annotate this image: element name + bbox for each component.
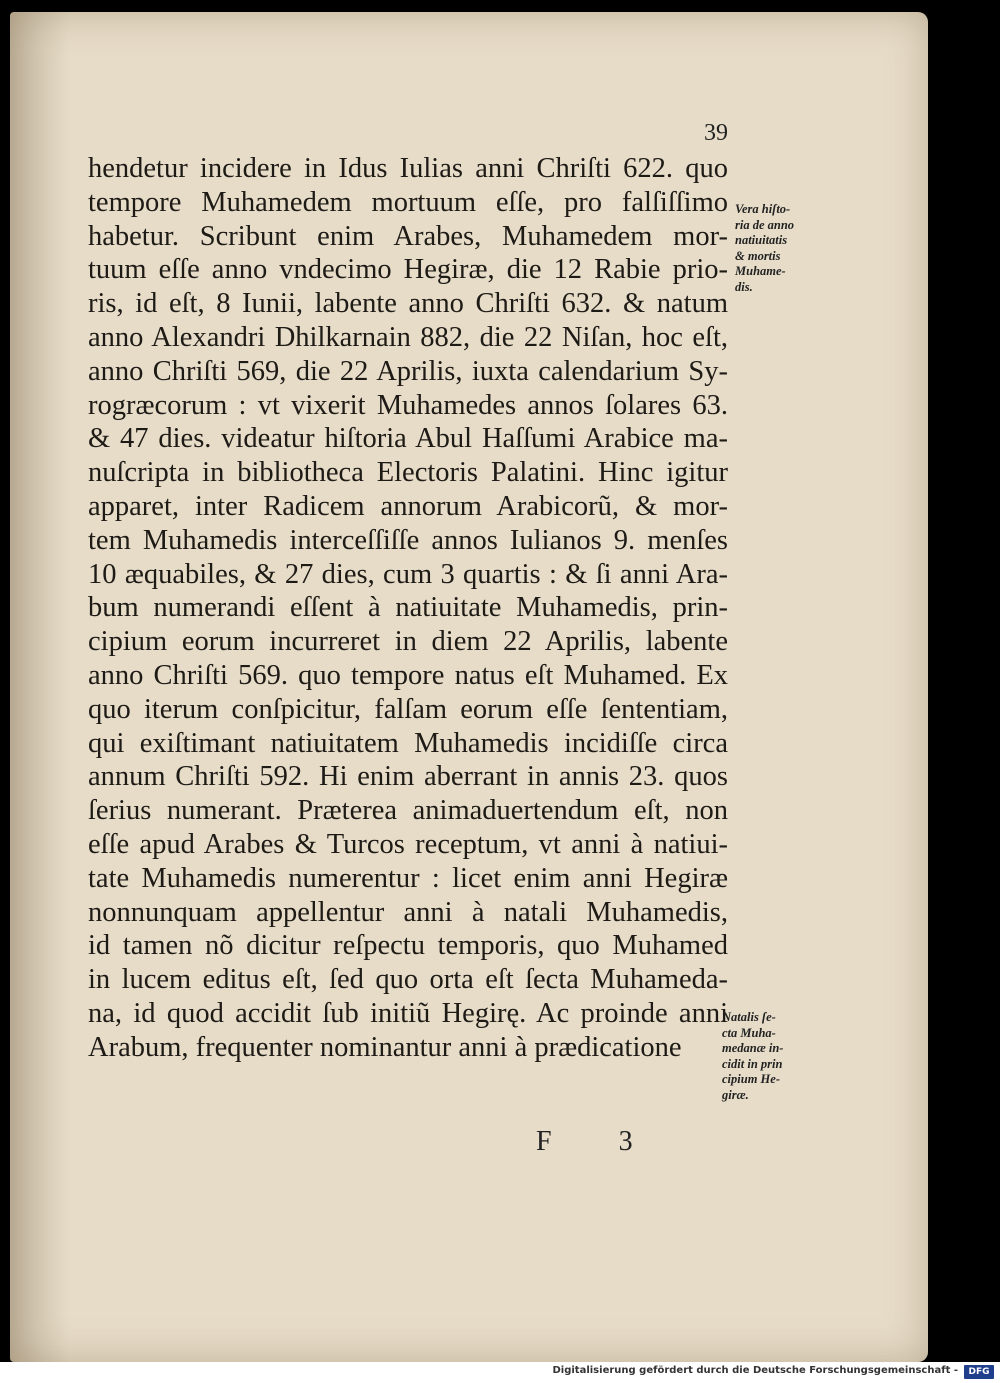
text-line: na, id quod accidit ſub initiũ Hegirę. Ac proinde anni — [88, 997, 728, 1029]
body-text — [88, 152, 728, 1065]
margin-note-line: Vera hiſto- — [735, 202, 791, 216]
text-line: quo iterum conſpicitur, falſam eorum eſſe ſententiam, — [88, 693, 728, 725]
text-line: cipium eorum incurreret in diem 22 Aprilis, labente — [88, 626, 728, 658]
margin-note-line: giræ. — [722, 1087, 749, 1102]
margin-note-hegira — [722, 1010, 822, 1103]
text-line: nuſcripta in bibliotheca Electoris Palatini. Hinc igitur — [88, 457, 728, 489]
text-line: annum Chriſti 592. Hi enim aberrant in annis 23. quos — [88, 761, 728, 793]
signature-mark: F 3 — [536, 1126, 663, 1157]
text-line: ſerius numerant. Præterea animaduertendum eſt, non — [88, 795, 728, 827]
margin-note-line: ria de anno — [735, 217, 795, 232]
margin-note-line: Natalis ſe- — [722, 1010, 776, 1024]
margin-note-line: & mortis — [735, 248, 781, 263]
text-line: eſſe apud Arabes & Turcos receptum, vt anni à natiui- — [88, 828, 728, 860]
text-line: bum numerandi eſſent à natiuitate Muhamedis, prin- — [88, 592, 728, 624]
margin-note-line: dis. — [735, 279, 753, 294]
text-line: 10 æquabiles, & 27 dies, cum 3 quartis : & ſi anni Ara- — [88, 558, 728, 590]
text-line: anno Chriſti 569. quo tempore natus eſt Muhamed. Ex — [88, 659, 728, 691]
text-line: tem Muhamedis interceſſiſſe annos Iulianos 9. menſes — [88, 524, 728, 556]
text-line: apparet, inter Radicem annorum Arabicorũ, & mor- — [88, 490, 728, 522]
margin-note-birth-death — [735, 202, 830, 295]
text-line: ris, id eſt, 8 Iunii, labente anno Chriſti 632. & natum — [88, 288, 728, 320]
text-line: qui exiſtimant natiuitatem Muhamedis incidiſſe circa — [88, 727, 728, 759]
text-line: habetur. Scribunt enim Arabes, Muhamedem mor- — [88, 220, 728, 252]
text-line: rogræcorum : vt vixerit Muhamedes annos ſolares 63. — [88, 389, 728, 421]
footer-bar — [0, 1362, 1000, 1383]
margin-note-line: cta Muha- — [722, 1025, 776, 1040]
text-line: id tamen nõ dicitur reſpectu temporis, quo Muhamed — [88, 930, 728, 962]
dfg-logo: DFG — [964, 1365, 994, 1379]
page-gutter-shadow — [10, 12, 70, 1362]
text-line: tate Muhamedis numerentur : licet enim anni Hegiræ — [88, 862, 728, 894]
text-line: Arabum, frequenter nominantur anni à prædicatione — [88, 1031, 682, 1063]
text-line: nonnunquam appellentur anni à natali Muhamedis, — [88, 896, 728, 928]
margin-note-line: cipium He- — [722, 1072, 780, 1086]
text-line: tempore Muhamedem mortuum eſſe, pro falſiſſimo — [88, 186, 728, 218]
margin-note-line: natiuitatis — [735, 233, 788, 247]
text-line: hendetur incidere in Idus Iulias anni Chriſti 622. quo — [88, 153, 728, 184]
text-line: anno Chriſti 569, die 22 Aprilis, iuxta calendarium Sy- — [88, 355, 728, 387]
margin-note-line: Muhame- — [735, 264, 786, 278]
text-line: tuum eſſe anno vndecimo Hegiræ, die 12 Rabie prio- — [88, 254, 728, 286]
margin-note-line: cidit in prin — [722, 1056, 783, 1071]
text-line: anno Alexandri Dhilkarnain 882, die 22 Niſan, hoc eſt, — [88, 321, 728, 353]
text-line: in lucem editus eſt, ſed quo orta eſt ſecta Muhameda- — [88, 964, 728, 996]
funding-credit: Digitalisierung gefördert durch die Deutsche Forschungsgemeinschaft - — [552, 1365, 958, 1376]
page-number: 39 — [704, 120, 728, 146]
margin-note-line: medanæ in- — [722, 1041, 784, 1055]
text-line: & 47 dies. videatur hiſtoria Abul Haſſumi Arabice ma- — [88, 423, 728, 455]
